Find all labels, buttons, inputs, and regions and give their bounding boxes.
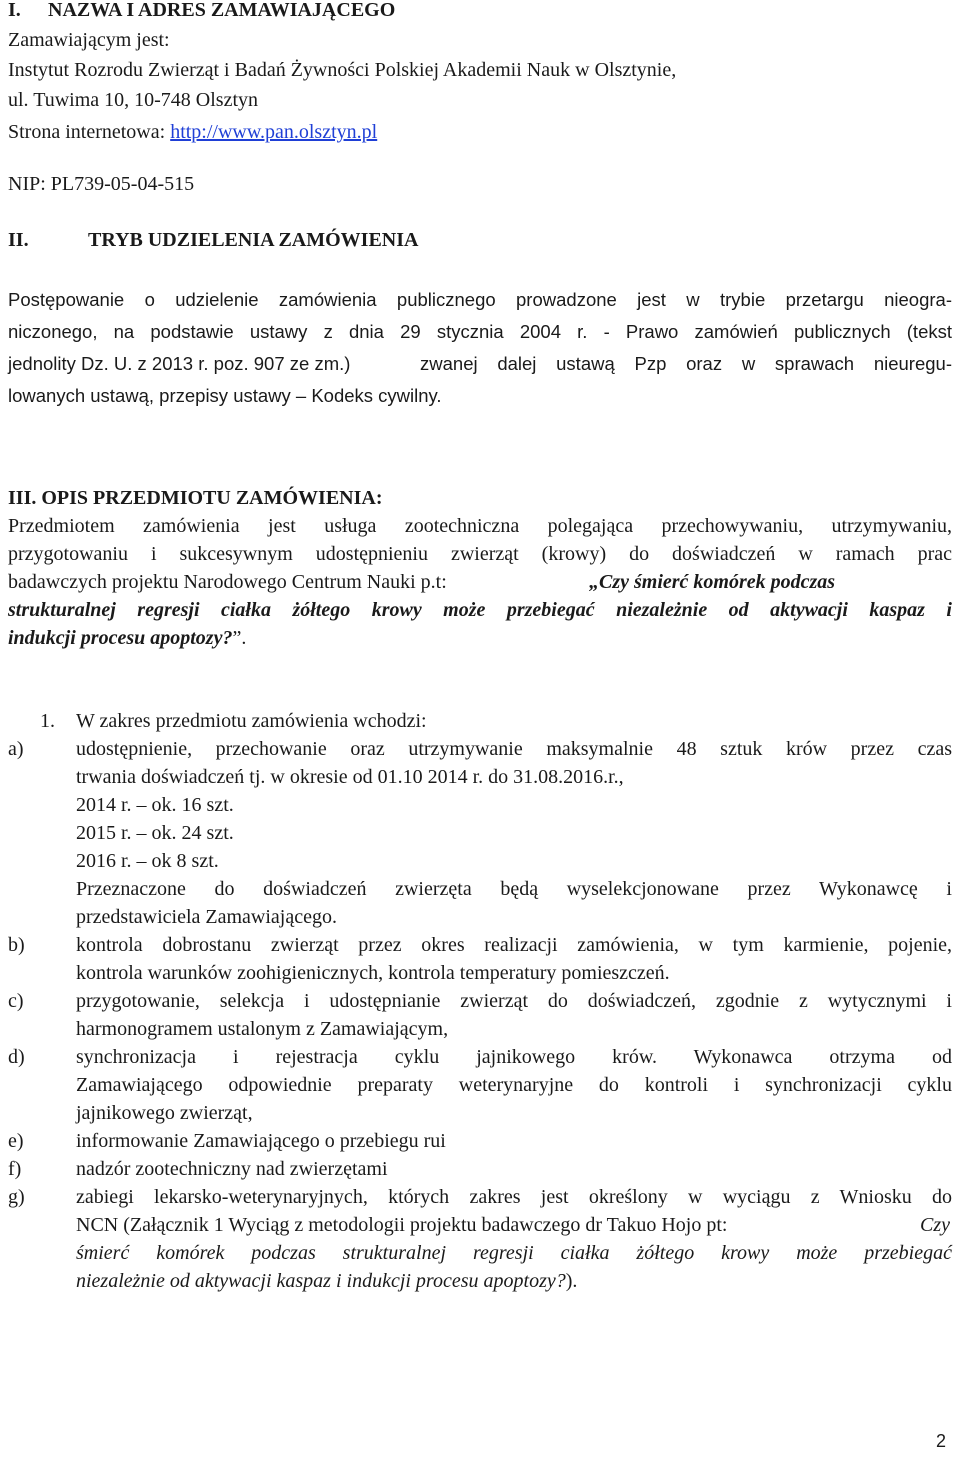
item-d-line: Zamawiającego odpowiednie preparaty weterynaryjne do kontroli i synchronizacji cyklu (76, 1074, 952, 1096)
item-a-line: Przeznaczone do doświadczeń zwierzęta będą wyselekcjonowane przez Wykonawcę i (76, 878, 952, 900)
contracting-intro: Zamawiającym jest: (8, 29, 170, 51)
section-2-heading: TRYB UDZIELENIA ZAMÓWIENIA (88, 229, 419, 251)
institute-name: Instytut Rozrodu Zwierząt i Badań Żywności Polskiej Akademii Nauk w Olsztynie, (8, 59, 677, 81)
item-c-line: przygotowanie, selekcja i udostępnianie zwierząt do doświadczeń, zgodnie z wytycznymi i (76, 990, 952, 1012)
item-a-2015: 2015 r. – ok. 24 szt. (76, 822, 234, 844)
item-b-label: b) (8, 934, 25, 956)
website-label: Strona internetowa: (8, 121, 166, 143)
item-d-label: d) (8, 1046, 25, 1068)
project-title-line: strukturalnej regresji ciałka żółtego krowy może przebiegać niezależnie od aktywacji kaspaz i (8, 599, 952, 621)
item-c-line: harmonogramem ustalonym z Zamawiającym, (76, 1018, 449, 1040)
item-e-label: e) (8, 1130, 24, 1152)
item-b-line: kontrola warunków zoohigienicznych, kontrola temperatury pomieszczeń. (76, 962, 670, 984)
project-title-end: indukcji procesu apoptozy?”. (8, 627, 247, 649)
item-a-line: udostępnienie, przechowanie oraz utrzymywanie maksymalnie 48 sztuk krów przez czas (76, 738, 952, 760)
item-d-line: jajnikowego zwierząt, (76, 1102, 253, 1124)
item-g-italic-end: niezależnie od aktywacji kaspaz i indukcji procesu apoptozy?). (76, 1270, 578, 1292)
item-a-2016: 2016 r. – ok 8 szt. (76, 850, 219, 872)
section-3-line: badawczych projektu Narodowego Centrum Nauki p.t: (8, 571, 447, 593)
item-a-line: trwania doświadczeń tj. w okresie od 01.10 2014 r. do 31.08.2016.r., (76, 766, 624, 788)
section-2-para-line: lowanych ustawą, przepisy ustawy – Kodeks cywilny. (8, 385, 442, 406)
section-1-heading: NAZWA I ADRES ZAMAWIAJĄCEGO (48, 0, 396, 21)
item-g-line: NCN (Załącznik 1 Wyciąg z metodologii projektu badawczego dr Takuo Hojo pt: (76, 1214, 728, 1236)
page-number: 2 (936, 1431, 947, 1451)
section-2-heading-number: II. (8, 229, 29, 251)
section-3-line: Przedmiotem zamówienia jest usługa zootechniczna polegająca przechowywaniu, utrzymywaniu, (8, 515, 952, 537)
section-2-para-line: zwanej dalej ustawą Pzp oraz w sprawach nieuregu- (420, 353, 952, 374)
item-f-line: nadzór zootechniczny nad zwierzętami (76, 1158, 388, 1180)
project-title-start: „Czy śmierć komórek podczas (589, 571, 836, 593)
section-3-heading: III. OPIS PRZEDMIOTU ZAMÓWIENIA: (8, 487, 383, 509)
item-g-line: zabiegi lekarsko-weterynaryjnych, których zakres jest określony w wyciągu z Wniosku do (76, 1186, 952, 1208)
item-g-label: g) (8, 1186, 25, 1208)
item-f-label: f) (8, 1158, 22, 1180)
section-2-para-line: niczonego, na podstawie ustawy z dnia 29 stycznia 2004 r. - Prawo zamówień publicznych (tekst (8, 321, 952, 342)
scope-intro: W zakres przedmiotu zamówienia wchodzi: (76, 710, 427, 732)
item-e-line: informowanie Zamawiającego o przebiegu rui (76, 1130, 446, 1152)
website-link[interactable]: http://www.pan.olsztyn.pl (170, 121, 378, 143)
section-2-para-line: Postępowanie o udzielenie zamówienia publicznego prowadzone jest w trybie przetargu nieogra- (8, 289, 952, 310)
item-a-2014: 2014 r. – ok. 16 szt. (76, 794, 234, 816)
item-d-line: synchronizacja i rejestracja cyklu jajnikowego krów. Wykonawca otrzyma od (76, 1046, 952, 1068)
institute-address: ul. Tuwima 10, 10-748 Olsztyn (8, 89, 259, 111)
section-1-heading-number: I. (8, 0, 21, 21)
section-2-para-line: jednolity Dz. U. z 2013 r. poz. 907 ze zm.) (8, 353, 351, 374)
item-g-italic-start: Czy (920, 1214, 950, 1236)
website-row (8, 120, 377, 144)
scope-number: 1. (40, 710, 55, 732)
item-a-label: a) (8, 738, 24, 760)
item-a-line: przedstawiciela Zamawiającego. (76, 906, 337, 928)
nip-number: NIP: PL739-05-04-515 (8, 173, 195, 195)
section-3-line: przygotowaniu i sukcesywnym udostępnieniu zwierząt (krowy) do doświadczeń w ramach prac (8, 543, 952, 565)
item-c-label: c) (8, 990, 24, 1012)
item-g-italic-line: śmierć komórek podczas strukturalnej regresji ciałka żółtego krowy może przebiegać (76, 1242, 952, 1264)
item-b-line: kontrola dobrostanu zwierząt przez okres realizacji zamówienia, w tym karmienie, pojenie, (76, 934, 952, 956)
